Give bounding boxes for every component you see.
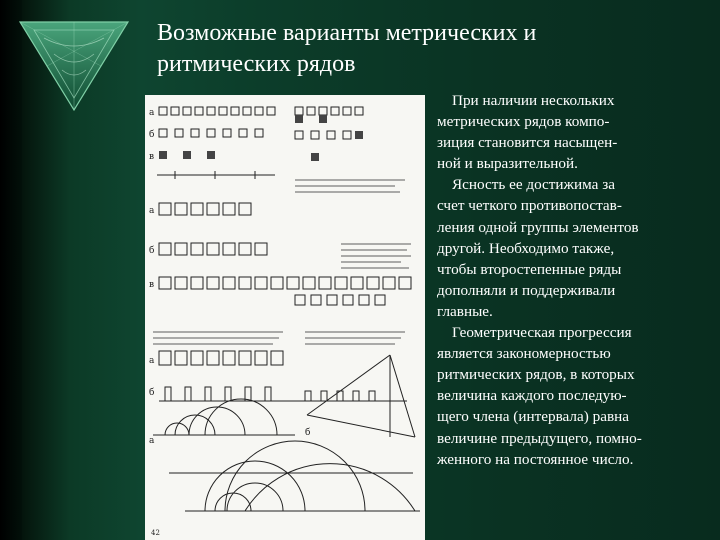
row-label: а — [149, 108, 155, 118]
row-label: в — [149, 280, 155, 290]
text-line: При наличии нескольких — [452, 92, 615, 109]
text-line: дополняли и поддерживали — [437, 281, 616, 299]
text-line: главные. — [437, 302, 493, 320]
text-line: зиция становится насыщен- — [437, 134, 618, 152]
text-line: ления одной группы элементов — [437, 218, 639, 236]
row-label: б — [149, 388, 155, 398]
body-text — [437, 90, 711, 470]
text-line: женного на постоянное число. — [437, 450, 634, 468]
row-label: б — [149, 246, 155, 256]
paragraph-metric-rows — [437, 90, 711, 174]
row-label: а — [149, 436, 155, 446]
row-label: б — [149, 130, 155, 140]
textbook-figure — [145, 95, 425, 540]
title-line-1: Возможные варианты метрических и — [157, 20, 537, 46]
paragraph-clarity — [437, 174, 711, 322]
metric-rhythm-diagram — [145, 95, 425, 540]
text-line: Ясность ее достижима за — [452, 176, 615, 194]
text-line: ритмических рядов, в которых — [437, 366, 635, 384]
slide-title — [157, 18, 697, 80]
text-line: величине предыдущего, помно- — [437, 429, 642, 447]
text-line: Геометрическая прогрессия — [452, 324, 632, 342]
row-label: в — [149, 152, 155, 162]
text-line: ной и выразительной. — [437, 155, 578, 173]
page-number: 42 — [151, 529, 160, 537]
text-line: щего члена (интервала) равна — [437, 408, 629, 426]
text-line: величина каждого последую- — [437, 387, 627, 405]
paragraph-geometric-progression — [437, 322, 711, 470]
text-line: является закономерностью — [437, 345, 611, 363]
text-line: другой. Необходимо также, — [437, 239, 615, 257]
text-line: метрических рядов компо- — [437, 113, 610, 131]
title-line-2: ритмических рядов — [157, 51, 356, 77]
triangle-emblem-icon — [14, 14, 134, 114]
text-line: чтобы второстепенные ряды — [437, 260, 622, 278]
text-line: счет четкого противопостав- — [437, 197, 622, 215]
row-label: а — [149, 356, 155, 366]
row-label: б — [305, 428, 311, 438]
row-label: а — [149, 206, 155, 216]
